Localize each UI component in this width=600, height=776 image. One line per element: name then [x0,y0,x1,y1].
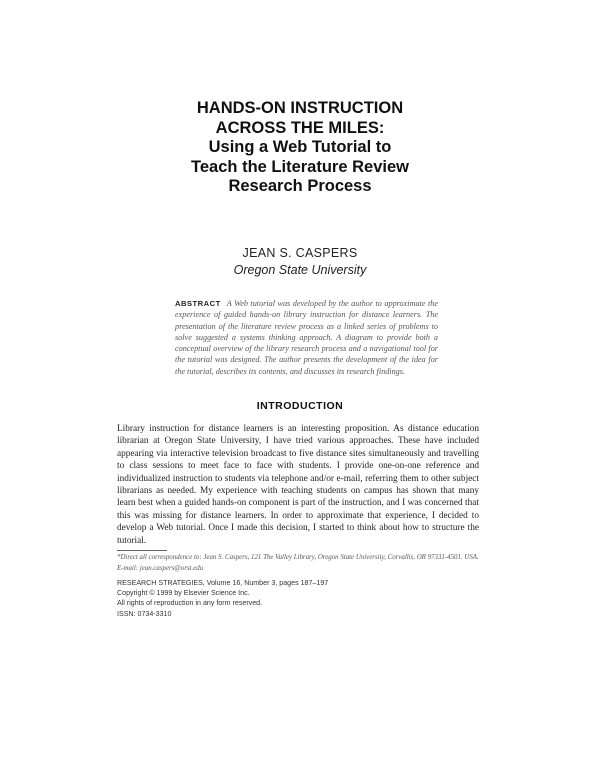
abstract-label: ABSTRACT [175,299,221,308]
title-line-5: Research Process [228,177,372,195]
pub-copyright-line: Copyright © 1999 by Elsevier Science Inc. [117,589,250,598]
abstract-text: A Web tutorial was developed by the author to approximate the experience of guided hands-on library instruction for distance learners. The presentation of the literature review process as a linked series of problems to solve suggested a systems thinking approach. A diagram to provide both a conceptual overview of the library research process and a navigational tool for the tutorial was designed. The author presents the development of the idea for the tutorial, describes its contents, and discusses its research findings. [175,299,438,376]
title-line-4: Teach the Literature Review [191,157,409,176]
body-paragraph: Library instruction for distance learners is an interesting proposition. As distance education librarian at Oregon State University, I have tried various approaches. These have included appearing via interactive television broadcast to five distance sites simultaneously and travelling to class sessions to meet face to face with students. I provide one-on-one reference and individualized instruction to students via telephone and/or e-mail, referring them to other subject librarians as needed. My experience with teaching students on campus has shown that many learn best when a guided hands-on component is part of the instruction, and I was concerned that this was missing for distance learners. In order to approximate that experience, I decided to develop a Web tutorial. Once I made this decision, I started to think about how to structure the tutorial. [117,424,479,546]
pub-issn-line: ISSN: 0734-3310 [117,609,172,618]
title-line-2: ACROSS THE MILES: [215,118,385,137]
section-heading: INTRODUCTION [256,400,344,412]
pub-rights-line: All rights of reproduction in any form reserved. [117,599,263,608]
title-line-3: Using a Web Tutorial to [208,138,392,156]
title-line-1: HANDS-ON INSTRUCTION [196,99,404,117]
abstract [175,298,438,377]
correspondence-footnote: *Direct all correspondence to: Jean S. Caspers, 121 The Valley Library, Oregon State University, Corvallis, OR 97331-4501. USA. E-mail: jean.caspers@orst.edu [117,554,479,572]
footnote-divider [117,550,167,551]
author-affiliation: Oregon State University [233,263,367,277]
article-title [100,99,500,197]
author-name: JEAN S. CASPERS [242,246,358,260]
pub-journal-line: RESEARCH STRATEGIES, Volume 16, Number 3, pages 187–197 [117,579,329,587]
publication-info [117,578,479,619]
